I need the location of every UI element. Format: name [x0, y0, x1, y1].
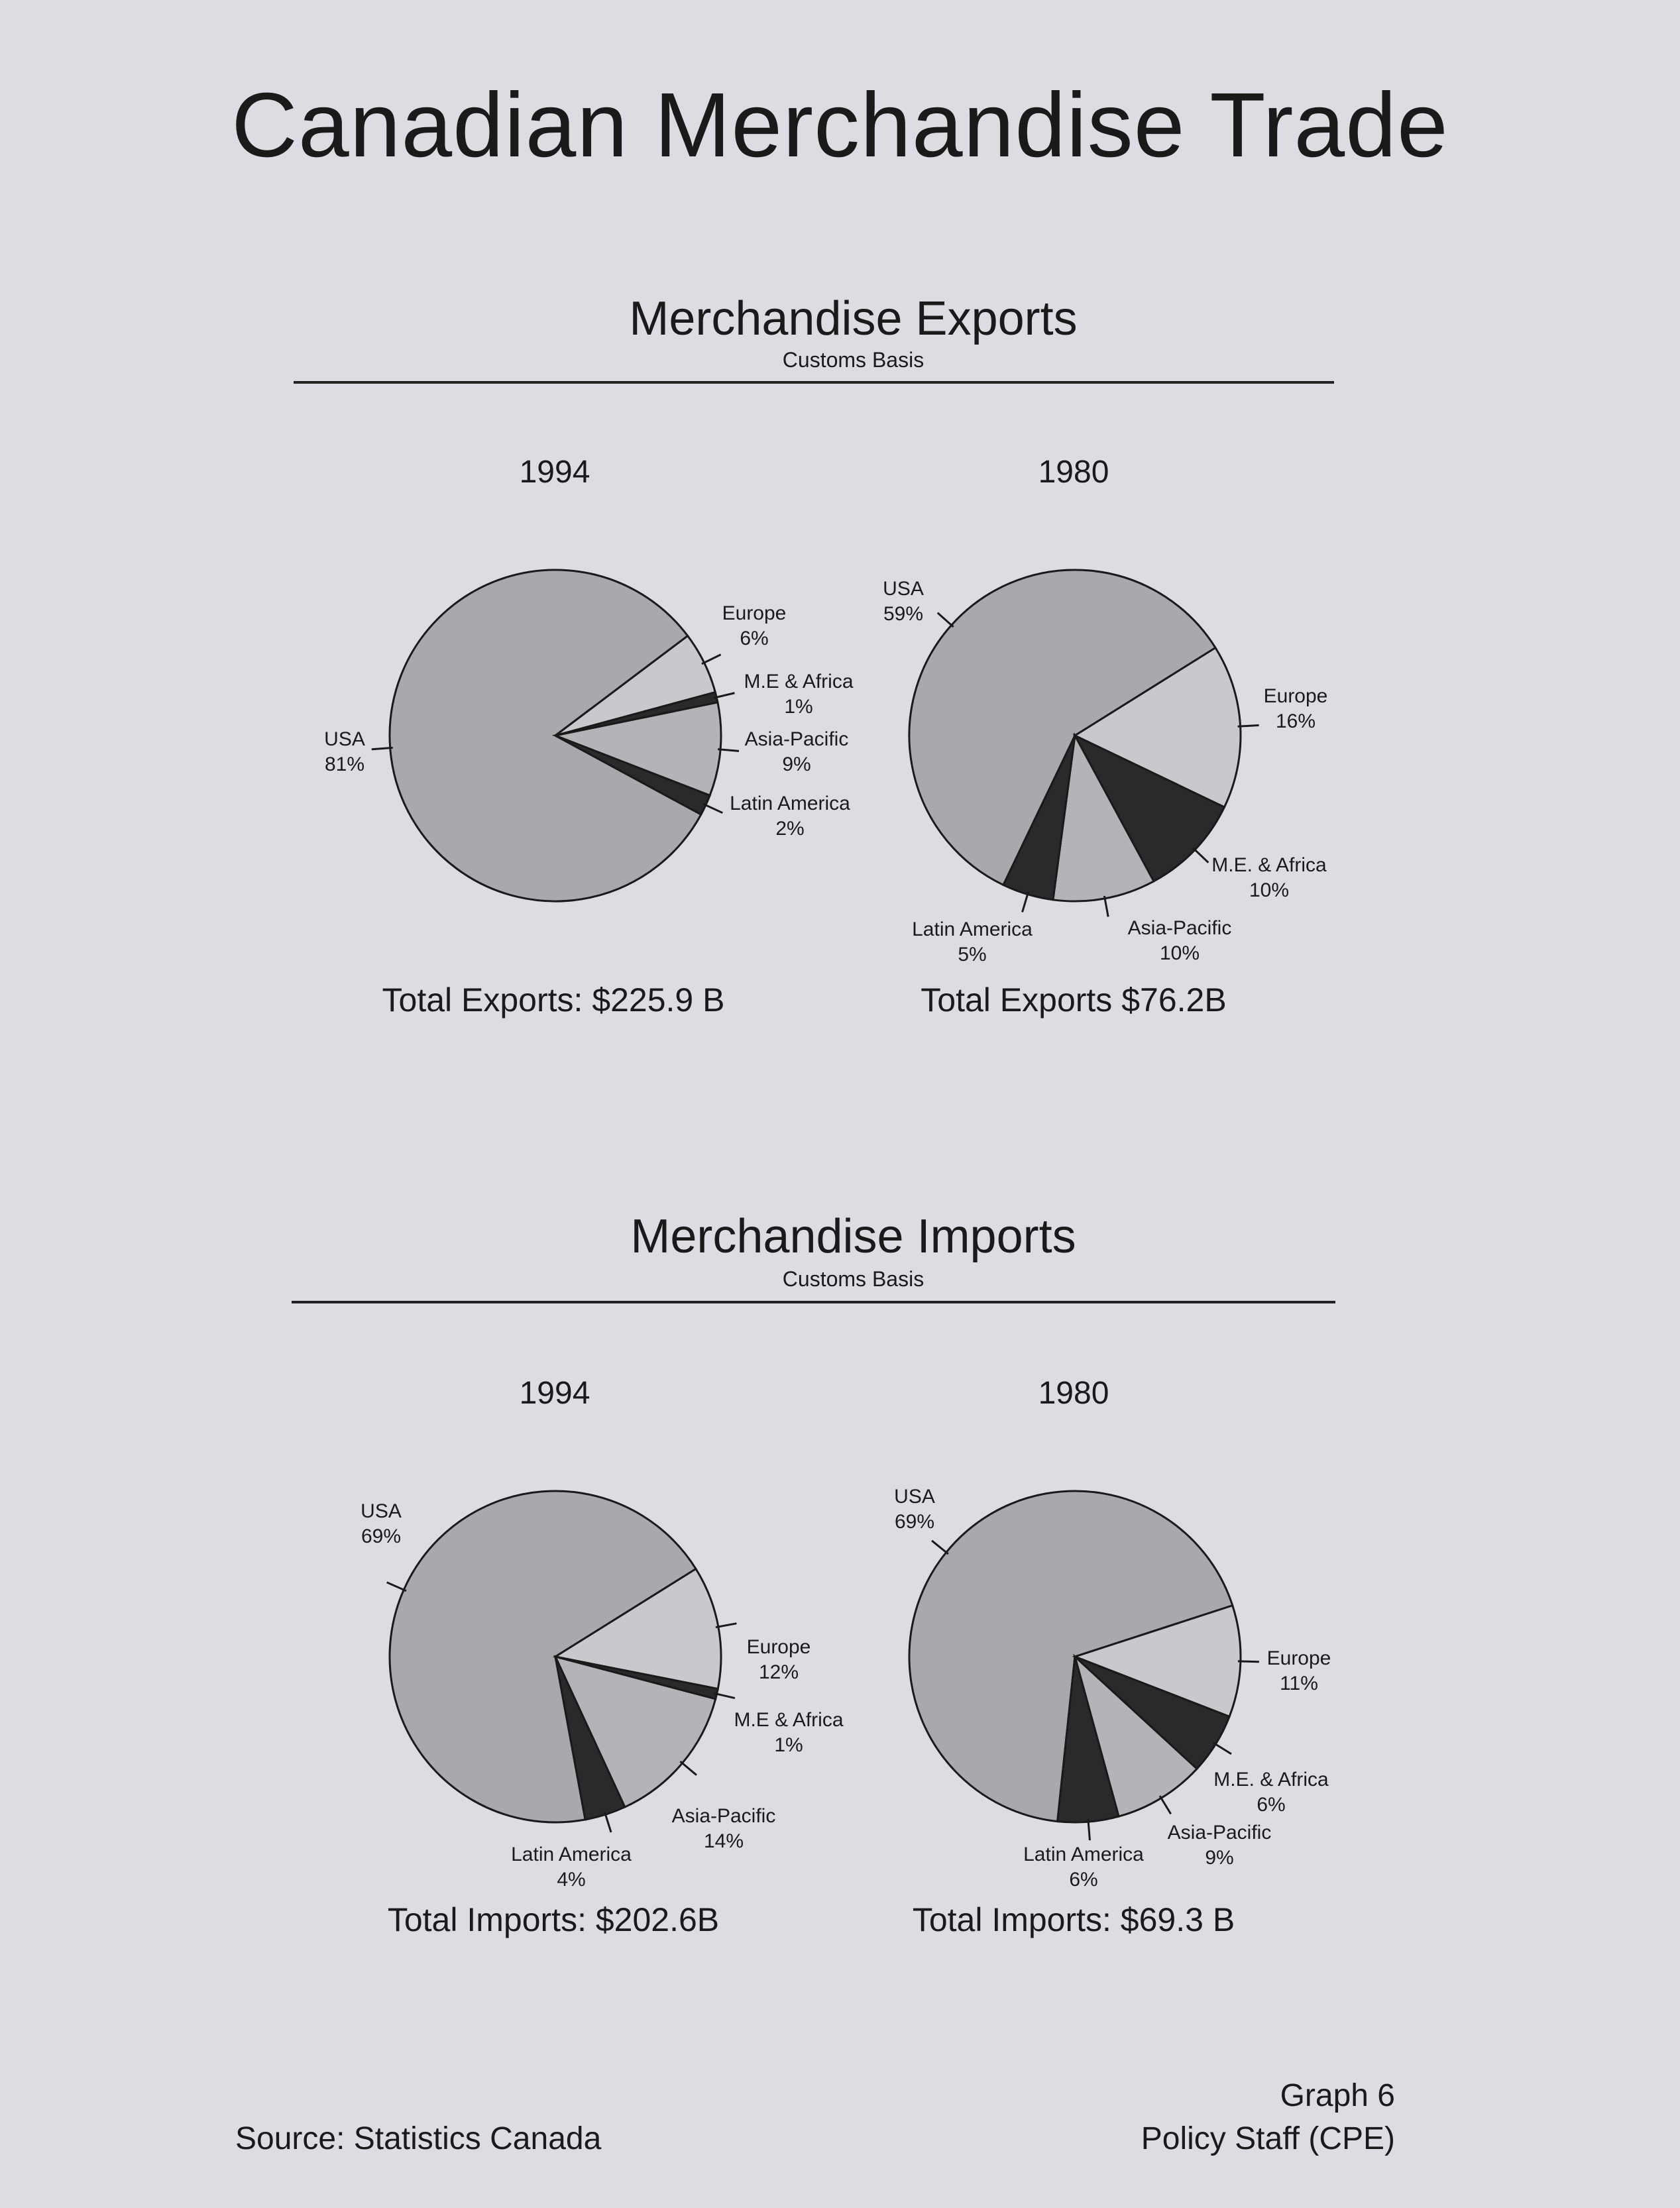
pie-2-leader-4: [1023, 892, 1029, 912]
imports-heading: Merchandise Imports: [630, 1210, 1076, 1263]
pie-3-leader-0: [387, 1582, 406, 1591]
chart-3-total: Total Imports: $202.6B: [387, 1901, 720, 1938]
pie-1-value-1: 6%: [740, 628, 769, 649]
pie-4-label-1: Europe: [1266, 1647, 1331, 1669]
chart-2-total: Total Exports $76.2B: [921, 981, 1227, 1019]
pie-2-value-2: 10%: [1249, 879, 1290, 901]
pie-2-label-3: Asia-Pacific: [1127, 917, 1232, 939]
pie-3-leader-3: [680, 1761, 697, 1775]
pie-1-value-4: 2%: [775, 818, 805, 840]
pie-4-value-3: 9%: [1205, 1847, 1234, 1869]
pie-4-label-2: M.E. & Africa: [1213, 1769, 1329, 1791]
pie-3-value-4: 4%: [557, 1869, 586, 1891]
pie-4-label-3: Asia-Pacific: [1167, 1822, 1272, 1844]
pie-4-leader-0: [932, 1541, 948, 1554]
pie-3-label-1: Europe: [746, 1636, 811, 1658]
pie-3-value-2: 1%: [774, 1734, 803, 1756]
pie-4-value-1: 11%: [1280, 1673, 1318, 1694]
pie-3-leader-4: [604, 1812, 611, 1832]
pie-2-value-3: 10%: [1159, 942, 1200, 964]
pie-3-value-3: 14%: [703, 1830, 744, 1852]
pie-3-label-2: M.E & Africa: [734, 1709, 844, 1731]
pie-3-label-3: Asia-Pacific: [671, 1805, 776, 1827]
pie-4-value-0: 69%: [894, 1511, 935, 1533]
imports-subheading: Customs Basis: [782, 1267, 924, 1291]
pie-2-label-4: Latin America: [912, 918, 1033, 940]
chart-4-total: Total Imports: $69.3 B: [912, 1901, 1235, 1938]
pie-1-label-3: Asia-Pacific: [744, 728, 849, 750]
pie-4-label-0: USA: [894, 1486, 935, 1508]
source-note: Source: Statistics Canada: [235, 2121, 602, 2156]
pie-4-leader-1: [1238, 1661, 1259, 1662]
pie-1-leader-4: [703, 804, 722, 812]
chart-2-year: 1980: [1038, 455, 1109, 490]
credit-note: Policy Staff (CPE): [1141, 2121, 1395, 2156]
chart-1-total: Total Exports: $225.9 B: [382, 981, 725, 1019]
pie-1-value-3: 9%: [782, 753, 811, 775]
pie-1-value-2: 1%: [784, 696, 813, 718]
chart-1-year: 1994: [519, 455, 590, 490]
pie-3-label-0: USA: [361, 1500, 402, 1522]
pie-1-leader-1: [702, 655, 721, 664]
pie-2-label-2: M.E. & Africa: [1211, 854, 1327, 876]
pie-4-leader-3: [1160, 1796, 1171, 1814]
pie-2-leader-2: [1193, 848, 1208, 863]
pie-3-value-1: 12%: [758, 1661, 799, 1683]
pie-2-label-1: Europe: [1263, 685, 1328, 707]
pie-4-value-2: 6%: [1257, 1794, 1286, 1816]
pie-1-label-4: Latin America: [730, 793, 850, 814]
exports-heading: Merchandise Exports: [629, 292, 1078, 345]
pie-2-leader-0: [938, 613, 954, 627]
pie-2-label-0: USA: [883, 578, 924, 600]
pie-1-label-0: USA: [324, 728, 365, 750]
chart-4-year: 1980: [1038, 1376, 1109, 1411]
pie-1-label-1: Europe: [722, 602, 787, 624]
pie-4-label-4: Latin America: [1023, 1844, 1144, 1865]
graph-number: Graph 6: [1280, 2078, 1395, 2113]
chart-3-year: 1994: [519, 1376, 590, 1411]
exports-subheading: Customs Basis: [782, 348, 924, 372]
pie-3-value-0: 69%: [361, 1525, 402, 1547]
pie-1-label-2: M.E & Africa: [744, 671, 854, 692]
pie-4-value-4: 6%: [1069, 1869, 1098, 1891]
pie-2-leader-1: [1238, 725, 1259, 726]
pie-2-value-1: 16%: [1275, 710, 1316, 732]
pie-4-leader-2: [1213, 1743, 1231, 1754]
page-title: Canadian Merchandise Trade: [231, 74, 1449, 176]
pie-2-value-4: 5%: [958, 944, 987, 966]
pie-1-value-0: 81%: [324, 753, 365, 775]
pie-3-label-4: Latin America: [511, 1844, 632, 1865]
pie-2-value-0: 59%: [883, 603, 924, 625]
